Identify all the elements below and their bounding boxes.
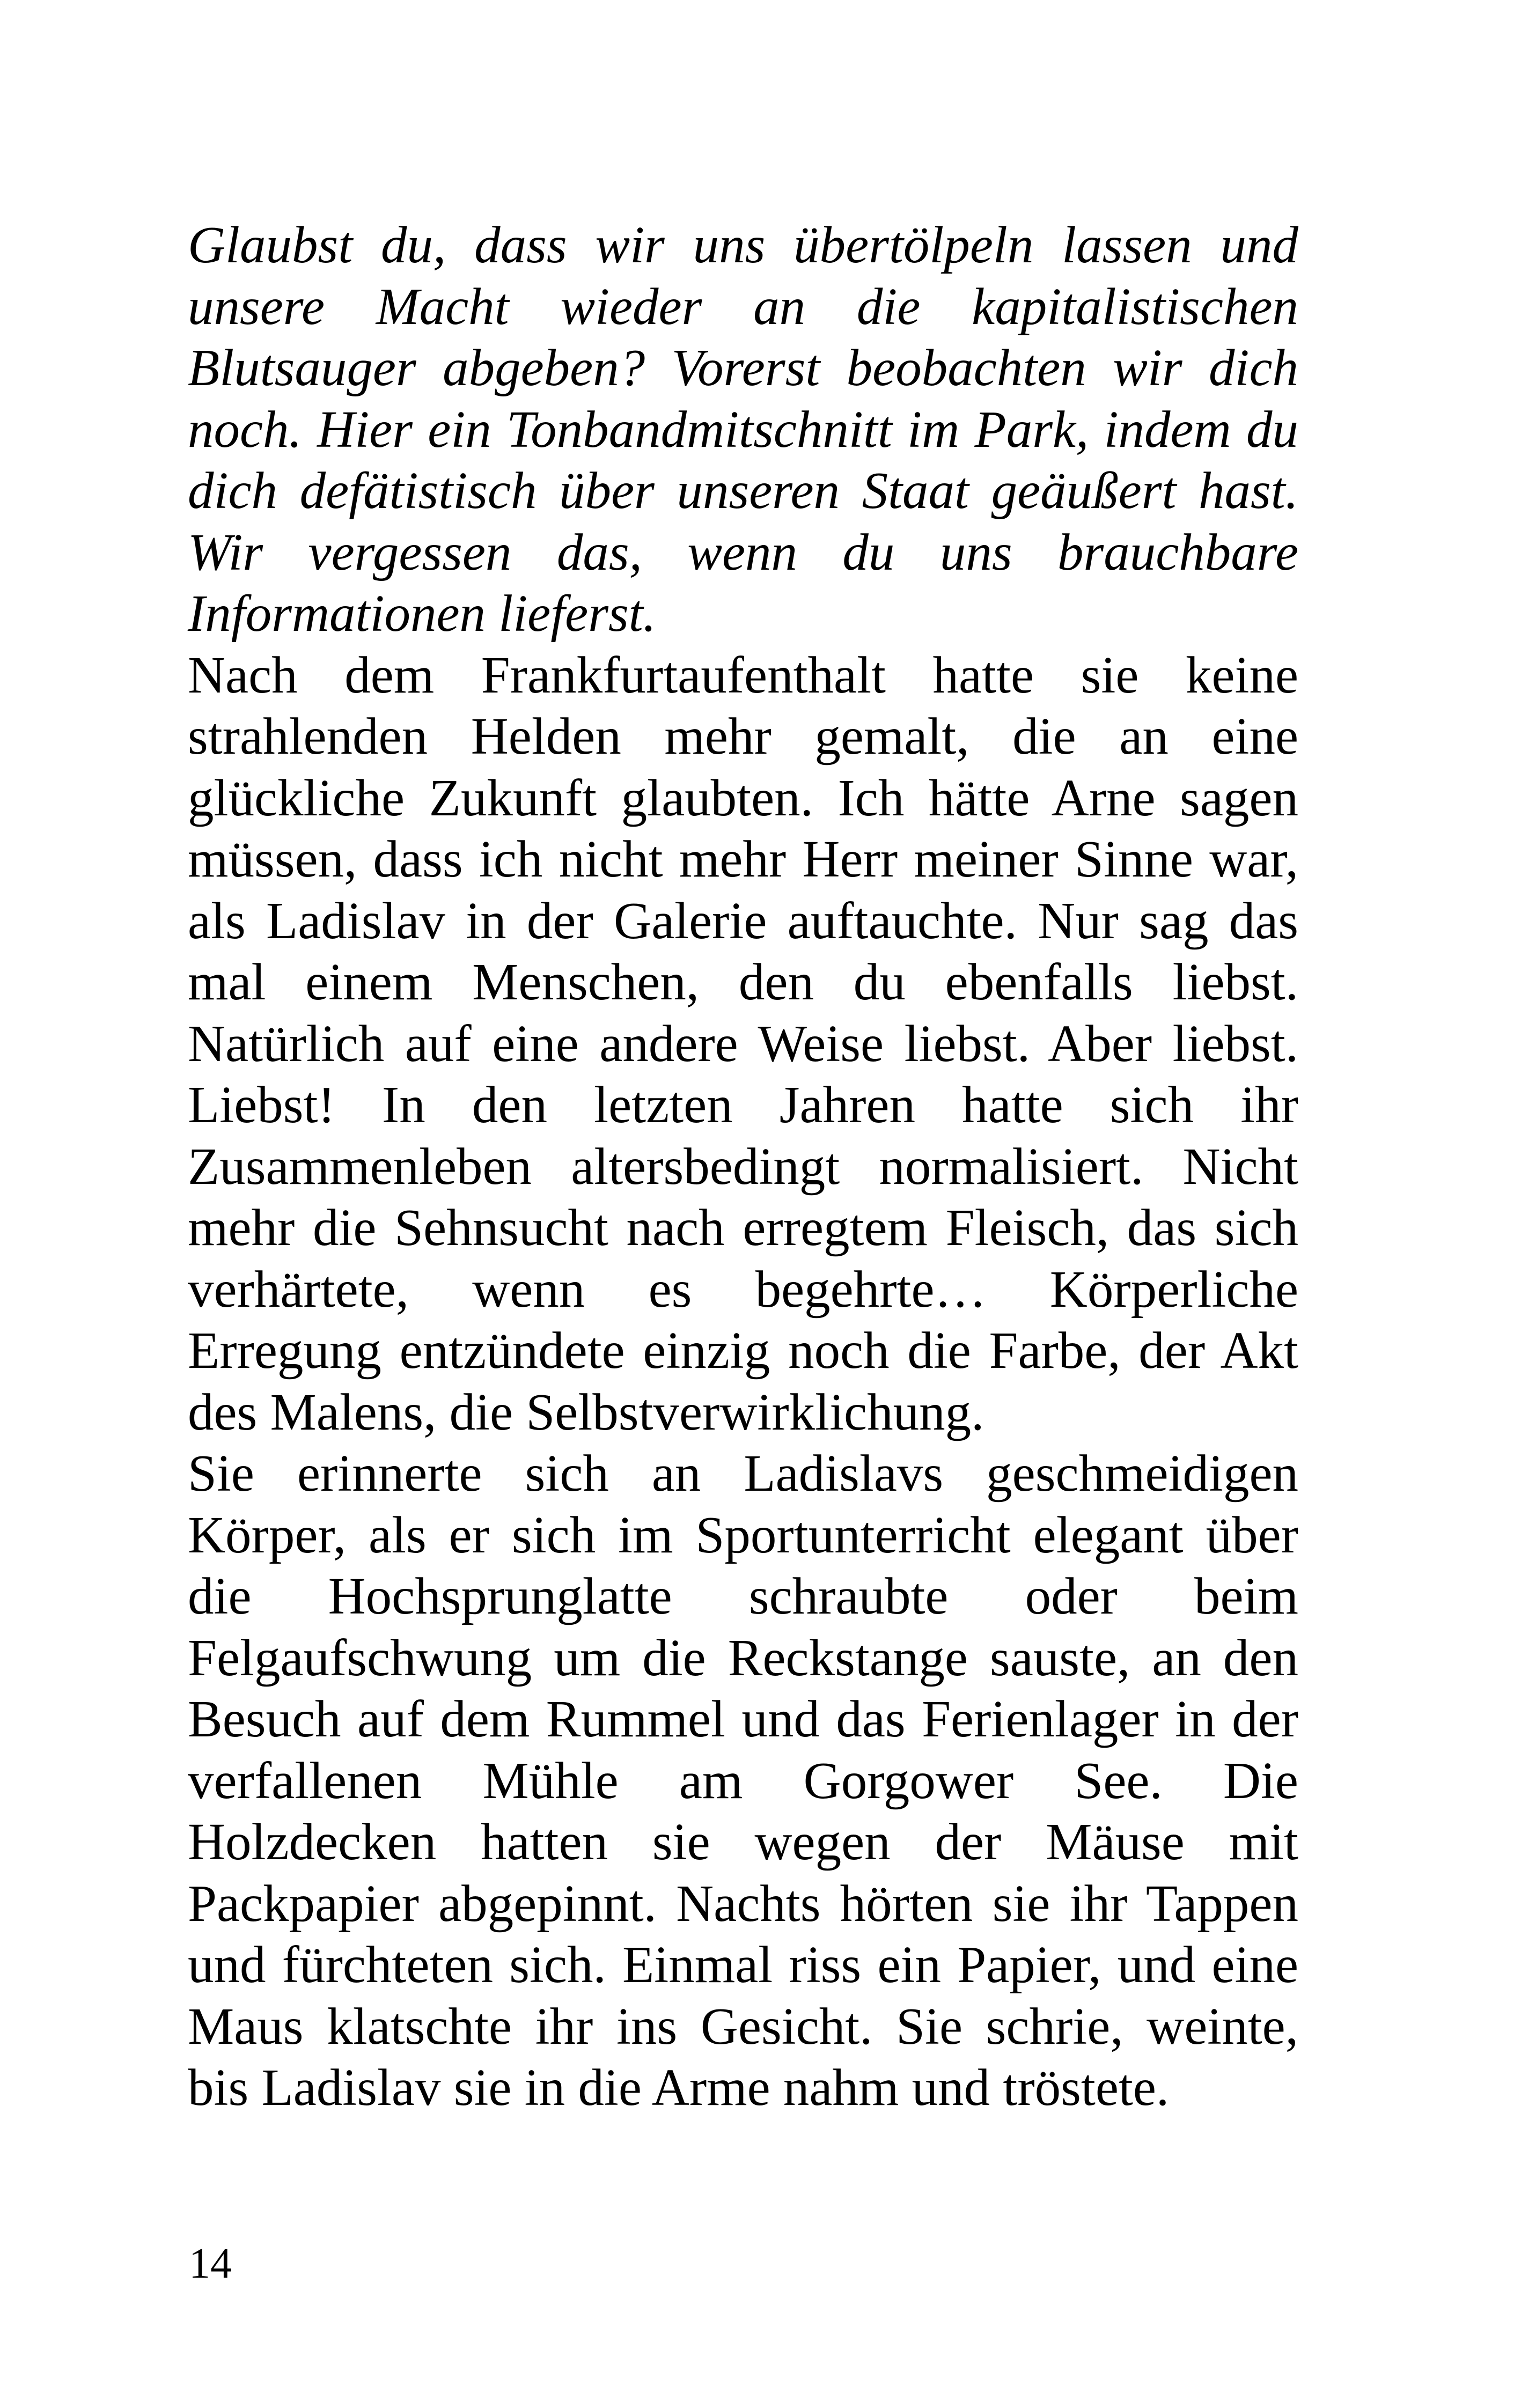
text-line: Sie erinnerte sich an Ladislavs geschmeidigen (188, 1445, 1298, 1502)
text-line: Glaubst du, dass wir uns übertölpeln lassen und (188, 216, 1298, 274)
text-line: Packpapier abgepinnt. Nachts hörten sie ihr Tappen (188, 1874, 1298, 1932)
text-line: Felgaufschwung um die Reckstange sauste, an den (188, 1629, 1298, 1687)
text-line: strahlenden Helden mehr gemalt, die an eine (188, 708, 1298, 765)
text-line: die Hochsprunglatte schraubte oder beim (188, 1567, 1298, 1625)
text-line: Besuch auf dem Rummel und das Ferienlager in der (188, 1690, 1298, 1748)
text-line: Wir vergessen das, wenn du uns brauchbare (188, 523, 1298, 581)
text-line: als Ladislav in der Galerie auftauchte. Nur sag das (188, 892, 1298, 949)
text-line: Informationen lieferst. (188, 585, 656, 642)
paragraph-italic-quote (188, 215, 1298, 645)
text-line: glückliche Zukunft glaubten. Ich hätte Arne sagen (188, 769, 1298, 827)
text-line: mehr die Sehnsucht nach erregtem Fleisch, das sich (188, 1199, 1298, 1256)
text-line: Zusammenleben altersbedingt normalisiert. Nicht (188, 1137, 1298, 1195)
text-line: Natürlich auf eine andere Weise liebst. Aber liebst. (188, 1014, 1298, 1072)
text-line: verhärtete, wenn es begehrte… Körperliche (188, 1260, 1298, 1318)
text-line: Liebst! In den letzten Jahren hatte sich ihr (188, 1076, 1298, 1133)
page-number: 14 (189, 2240, 232, 2287)
text-line: Nach dem Frankfurtaufenthalt hatte sie keine (188, 646, 1298, 704)
text-line: Körper, als er sich im Sportunterricht elegant über (188, 1506, 1298, 1564)
text-line: mal einem Menschen, den du ebenfalls liebst. (188, 953, 1298, 1011)
text-line: verfallenen Mühle am Gorgower See. Die (188, 1751, 1298, 1809)
body-text (188, 215, 1298, 2119)
text-line: dich defätistisch über unseren Staat geäußert hast. (188, 462, 1298, 519)
text-line: Holzdecken hatten sie wegen der Mäuse mit (188, 1813, 1298, 1871)
paragraph-frankfurt (188, 645, 1298, 1444)
text-line: Erregung entzündete einzig noch die Farbe, der Akt (188, 1322, 1298, 1379)
text-line: unsere Macht wieder an die kapitalistischen (188, 277, 1298, 335)
text-line: müssen, dass ich nicht mehr Herr meiner Sinne war, (188, 830, 1298, 888)
text-line: bis Ladislav sie in die Arme nahm und tröstete. (188, 2059, 1170, 2116)
text-line: und fürchteten sich. Einmal riss ein Papier, und eine (188, 1936, 1298, 1993)
text-line: des Malens, die Selbstverwirklichung. (188, 1383, 984, 1441)
text-line: Blutsauger abgeben? Vorerst beobachten wir dich (188, 339, 1298, 396)
paragraph-memory (188, 1443, 1298, 2119)
text-line: noch. Hier ein Tonbandmitschnitt im Park, indem du (188, 400, 1298, 458)
text-line: Maus klatschte ihr ins Gesicht. Sie schrie, weinte, (188, 1997, 1298, 2055)
